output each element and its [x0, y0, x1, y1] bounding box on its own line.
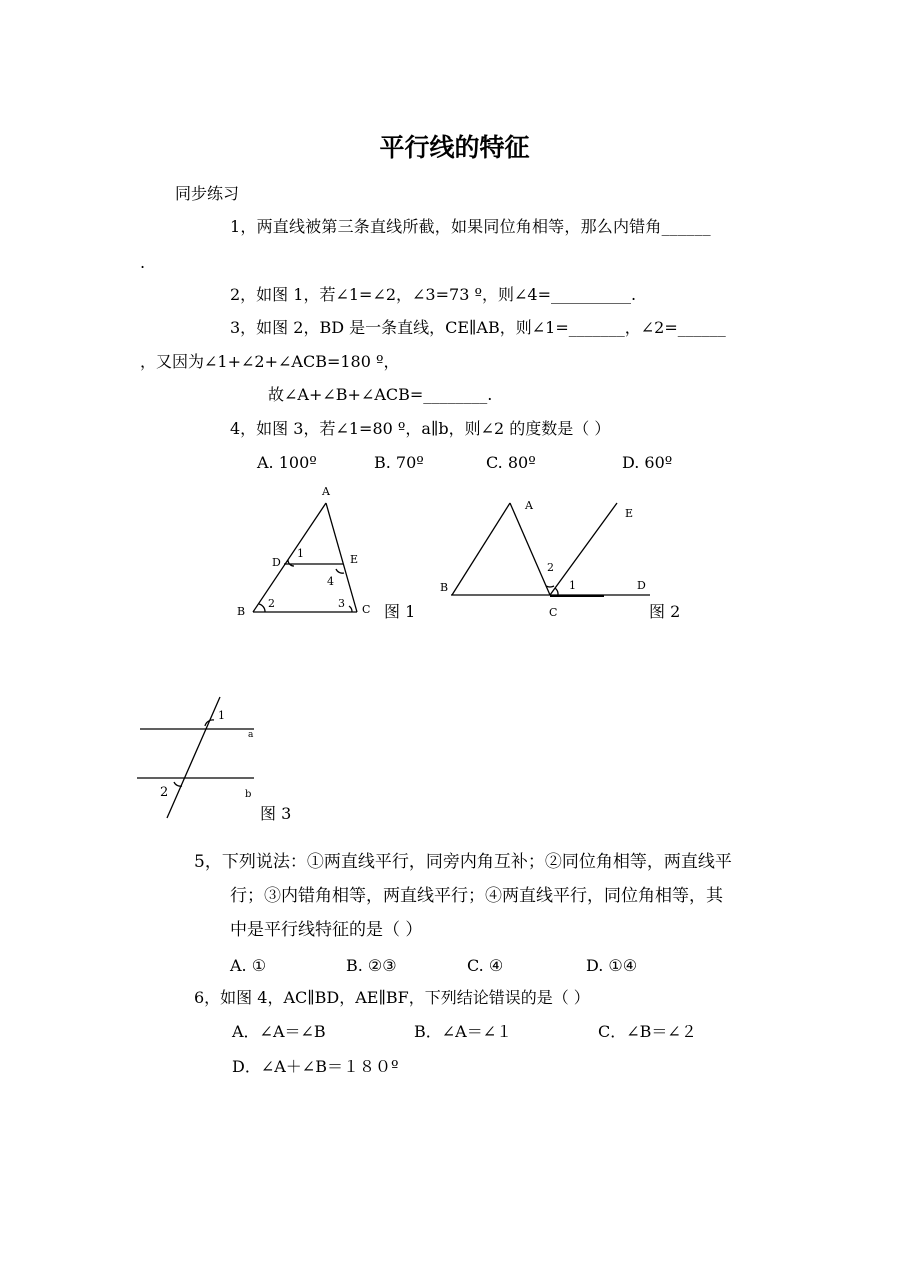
page-title: 平行线的特征 [379, 133, 530, 162]
fig3-caption: 图 3 [260, 804, 292, 823]
question-5-line1: 5，下列说法：①两直线平行，同旁内角互补；②同位角相等，两直线平 [194, 852, 732, 872]
question-5-line2: 行；③内错角相等，两直线平行；④两直线平行，同位角相等，其 [230, 886, 723, 906]
fig2-label-b: B [440, 581, 449, 594]
section-heading: 同步练习 [175, 184, 240, 203]
fig1-label-a: A [322, 485, 330, 498]
fig1-label-3: 3 [338, 597, 345, 610]
fig3-label-a: a [248, 730, 254, 740]
question-3-line1: 3，如图 2，BD 是一条直线，CE∥AB，则∠1=_______，∠2=______ [230, 318, 726, 337]
question-6-option-d: D．∠A＋∠B＝１８０º [232, 1057, 399, 1076]
fig1-label-1: 1 [297, 547, 304, 560]
fig1-label-d: D [272, 556, 281, 569]
question-4: 4，如图 3，若∠1=80 º，a∥b，则∠2 的度数是（ ） [230, 419, 611, 438]
question-4-option-c: C. 80º [486, 453, 536, 472]
question-2: 2，如图 1，若∠1=∠2，∠3=73 º，则∠4=__________. [230, 285, 637, 304]
question-3-line3: 故∠A+∠B+∠ACB=________. [268, 385, 493, 404]
question-3-line2: ，又因为∠1+∠2+∠ACB=180 º， [140, 352, 400, 371]
fig2-label-1: 1 [569, 579, 576, 592]
fig3-label-b: b [245, 789, 252, 800]
question-5-option-b: B. ②③ [346, 956, 397, 975]
fig2-label-e: E [625, 507, 634, 520]
question-5-option-d: D. ①④ [586, 956, 638, 975]
question-1-tail: . [140, 253, 146, 272]
fig2-label-c: C [549, 606, 558, 619]
question-1: 1，两直线被第三条直线所截，如果同位角相等，那么内错角______ [230, 217, 711, 236]
fig1-label-4: 4 [327, 575, 334, 588]
question-6: 6，如图 4，AC∥BD，AE∥BF，下列结论错误的是（ ） [194, 988, 590, 1007]
fig1-label-2: 2 [268, 597, 275, 610]
question-4-option-a: A. 100º [257, 453, 317, 472]
fig1-caption: 图 1 [384, 602, 416, 621]
fig3-label-1: 1 [218, 709, 225, 722]
fig1-label-c: C [362, 603, 371, 616]
question-5-option-a: A. ① [230, 956, 267, 975]
fig1-label-e: E [350, 553, 359, 566]
fig2-label-d: D [637, 579, 646, 592]
question-6-option-c: C．∠B＝∠２ [598, 1022, 697, 1041]
question-5-option-c: C. ④ [467, 956, 504, 975]
question-5-line3: 中是平行线特征的是（ ） [230, 920, 423, 940]
fig2-label-2: 2 [547, 561, 554, 574]
fig2-label-a: A [525, 499, 533, 512]
question-6-option-b: B．∠A＝∠１ [414, 1022, 513, 1041]
question-4-option-d: D. 60º [622, 453, 673, 472]
question-6-option-a: A．∠A＝∠B [232, 1022, 326, 1041]
question-4-option-b: B. 70º [374, 453, 424, 472]
fig2-caption: 图 2 [649, 602, 681, 621]
fig1-label-b: B [237, 605, 246, 618]
fig3-label-2: 2 [160, 785, 169, 800]
